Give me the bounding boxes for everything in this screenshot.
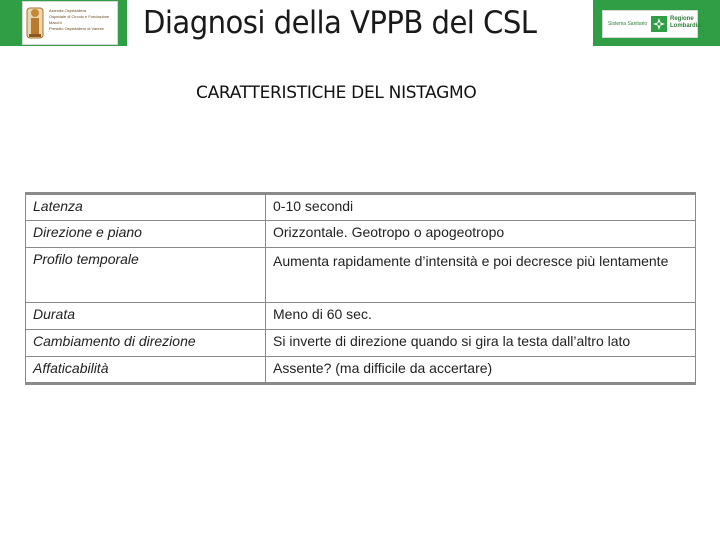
row-value: Aumenta rapidamente d’intensità e poi decresce più lentamente [266,248,696,303]
row-value: Orizzontale. Geotropo o apogeotropo [266,221,696,248]
logo-left-line-1: Azienda Ospedaliera [49,8,87,13]
row-value: Meno di 60 sec. [266,303,696,330]
logo-left-line-4: Presidio Ospedaliero di Varese [49,26,104,31]
logo-left-line-2: Ospedale di Circolo e Fondazione [49,14,110,19]
regione-brand-line-2: Lombardia [670,23,701,29]
row-property: Cambiamento di direzione [26,330,266,357]
regione-lombardia-logo [602,10,701,38]
table-row [26,248,696,303]
table-row [26,303,696,330]
row-property: Affaticabilità [26,357,266,384]
nistagmo-table [25,192,696,385]
hospital-logo [22,1,118,45]
row-property: Durata [26,303,266,330]
section-subtitle: CARATTERISTICHE DEL NISTAGMO [196,83,477,103]
table-row [26,357,696,384]
table-row [26,330,696,357]
row-value: Si inverte di direzione quando si gira la testa dall’altro lato [266,330,696,357]
row-value: 0-10 secondi [266,194,696,221]
row-property: Direzione e piano [26,221,266,248]
crest-icon [25,4,45,42]
regione-brand [670,16,701,30]
row-property: Latenza [26,194,266,221]
row-value: Assente? (ma difficile da accertare) [266,357,696,384]
table-row [26,221,696,248]
page-title: Diagnosi della VPPB del CSL [143,5,537,41]
lombardy-rose-icon [651,16,667,32]
logo-left-line-3: Macchi [49,20,62,25]
regione-brand-line-1: Regione [670,16,694,22]
sistema-sanitario-label: Sistema Sanitario [608,21,648,27]
table-row [26,194,696,221]
row-property: Profilo temporale [26,248,266,303]
